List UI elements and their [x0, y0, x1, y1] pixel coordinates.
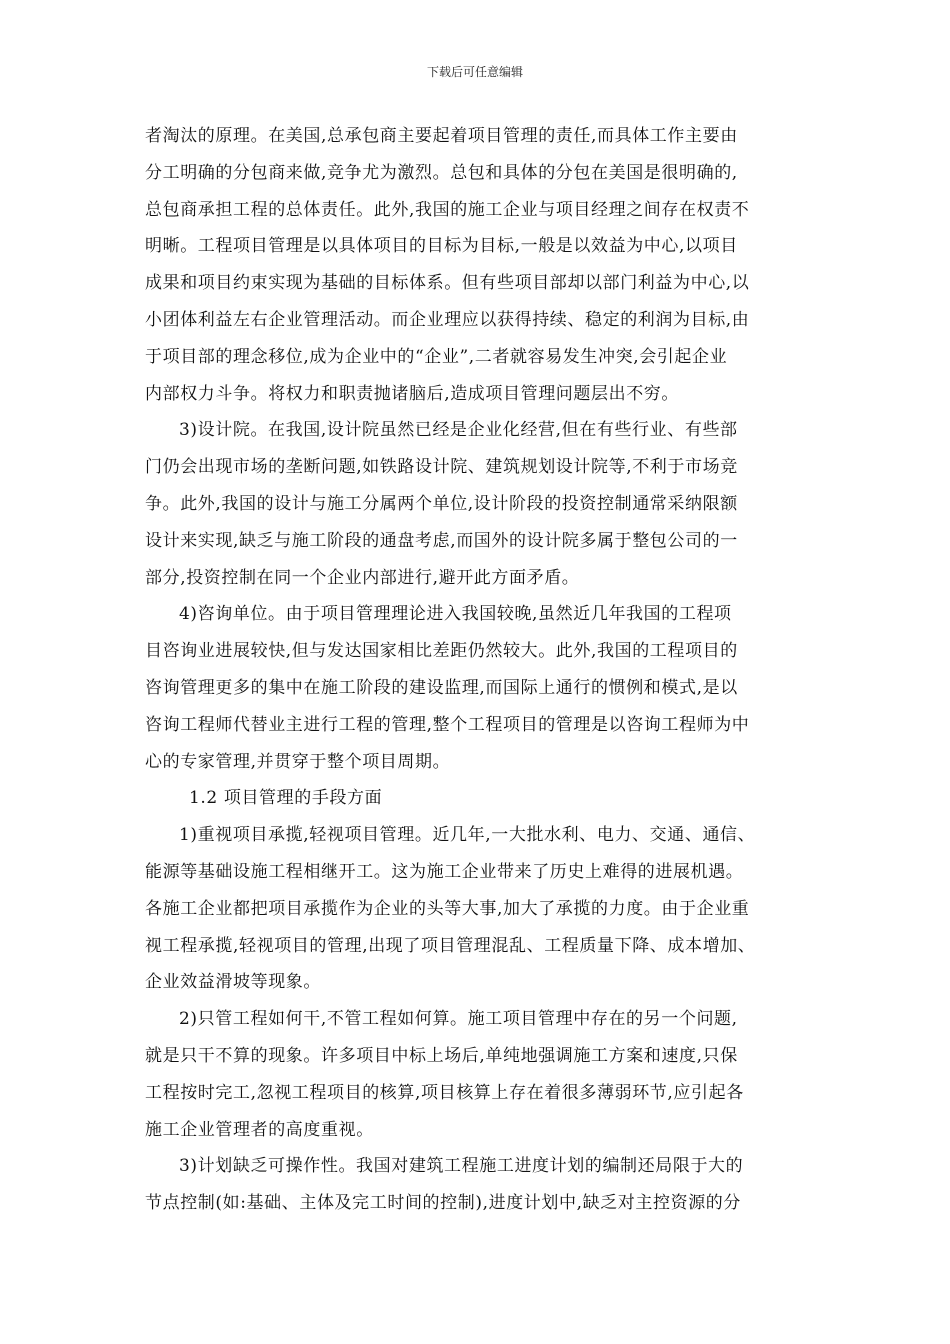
text-line: 就是只干不算的现象。许多项目中标上场后,单纯地强调施工方案和速度,只保 — [145, 1045, 738, 1066]
text-line: 目咨询业进展较快,但与发达国家相比差距仍然较大。此外,我国的工程项目的 — [145, 641, 738, 662]
text-line: 小团体利益左右企业管理活动。而企业理应以获得持续、稳定的利润为目标,由 — [145, 309, 750, 330]
text-line: 于项目部的理念移位,成为企业中的“企业”,二者就容易发生冲突,会引起企业 — [145, 346, 728, 367]
text-line: 视工程承揽,轻视项目的管理,出现了项目管理混乱、工程质量下降、成本增加、 — [145, 935, 756, 956]
text-line: 节点控制(如:基础、主体及完工时间的控制),进度计划中,缺乏对主控资源的分 — [145, 1193, 741, 1214]
text-line: 部分,投资控制在同一个企业内部进行,避开此方面矛盾。 — [145, 567, 580, 588]
text-line: 1)重视项目承揽,轻视项目管理。近几年,一大批水利、电力、交通、通信、 — [179, 825, 756, 846]
paragraph-consulting-unit — [145, 596, 810, 780]
page-header: 下载后可任意编辑 — [426, 65, 523, 79]
text-line: 工程按时完工,忽视工程项目的核算,项目核算上存在着很多薄弱环节,应引起各 — [145, 1082, 744, 1103]
text-line: 能源等基础设施工程相继开工。这为施工企业带来了历史上难得的进展机遇。 — [145, 861, 744, 882]
text-line: 各施工企业都把项目承揽作为企业的头等大事,加大了承揽的力度。由于企业重 — [145, 898, 750, 919]
text-line: 施工企业管理者的高度重视。 — [145, 1119, 374, 1140]
paragraph-project-bidding — [145, 817, 810, 1001]
text-line: 门仍会出现市场的垄断问题,如铁路设计院、建筑规划设计院等,不利于市场竞 — [145, 457, 738, 478]
text-line: 争。此外,我国的设计与施工分属两个单位,设计阶段的投资控制通常采纳限额 — [145, 493, 738, 514]
text-line: 总包商承担工程的总体责任。此外,我国的施工企业与项目经理之间存在权责不 — [145, 199, 750, 220]
text-line: 内部权力斗争。将权力和职责抛诸脑后,造成项目管理问题层出不穷。 — [145, 383, 680, 404]
paragraph-planning — [145, 1148, 810, 1222]
paragraph-construction-accounting — [145, 1001, 810, 1148]
text-line: 4)咨询单位。由于项目管理理论进入我国较晚,虽然近几年我国的工程项 — [179, 604, 732, 625]
text-line: 咨询管理更多的集中在施工阶段的建设监理,而国际上通行的惯例和模式,是以 — [145, 677, 738, 698]
text-line: 分工明确的分包商来做,竞争尤为激烈。总包和具体的分包在美国是很明确的, — [145, 162, 738, 183]
paragraph-design-institute — [145, 412, 810, 596]
text-line: 成果和项目约束实现为基础的目标体系。但有些项目部却以部门利益为中心,以 — [145, 273, 750, 294]
text-line: 3)计划缺乏可操作性。我国对建筑工程施工进度计划的编制还局限于大的 — [179, 1156, 744, 1177]
text-line: 设计来实现,缺乏与施工阶段的通盘考虑,而国外的设计院多属于整包公司的一 — [145, 530, 738, 551]
paragraph-contractor-continued — [145, 118, 810, 412]
text-line: 企业效益滑坡等现象。 — [145, 972, 321, 993]
text-line: 2)只管工程如何干,不管工程如何算。施工项目管理中存在的另一个问题, — [179, 1009, 738, 1030]
text-line: 咨询工程师代替业主进行工程的管理,整个工程项目的管理是以咨询工程师为中 — [145, 714, 750, 735]
section-heading-text: 1.2 项目管理的手段方面 — [189, 788, 383, 809]
text-line: 心的专家管理,并贯穿于整个项目周期。 — [145, 751, 451, 772]
text-line: 明晰。工程项目管理是以具体项目的目标为目标,一般是以效益为中心,以项目 — [145, 236, 738, 257]
text-line: 3)设计院。在我国,设计院虽然已经是企业化经营,但在有些行业、有些部 — [179, 420, 738, 441]
document-body — [145, 118, 810, 1222]
text-line: 者淘汰的原理。在美国,总承包商主要起着项目管理的责任,而具体工作主要由 — [145, 126, 738, 146]
section-heading — [145, 780, 810, 817]
